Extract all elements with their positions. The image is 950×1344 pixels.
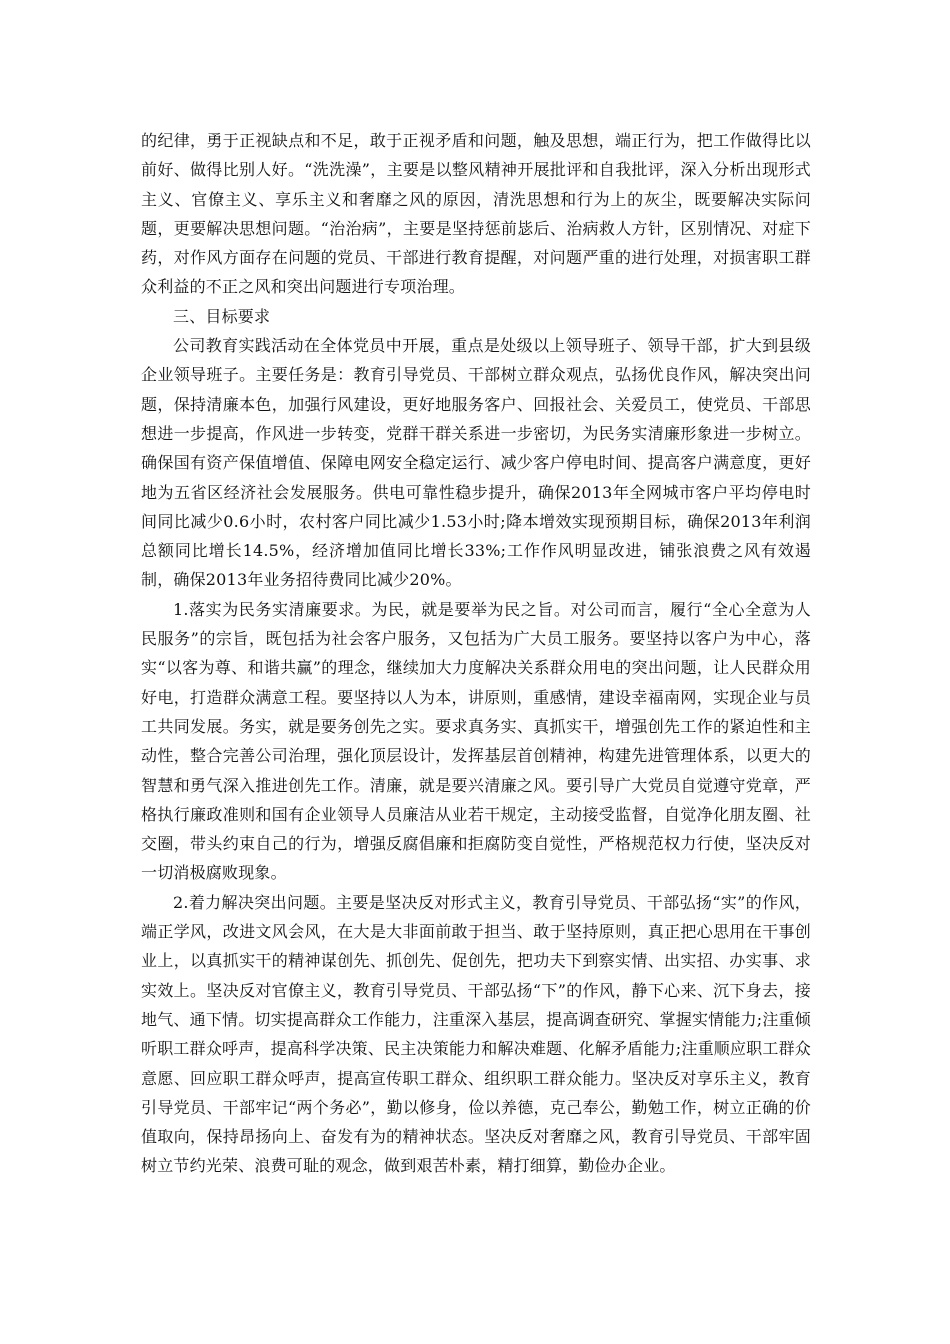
body-paragraph: 1.落实为民务实清廉要求。为民，就是要举为民之旨。对公司而言，履行“全心全意为人民服务”的宗旨，既包括为社会客户服务，又包括为广大员工服务。要坚持以客户为中心，落实“以客为尊、和谐共赢”的理念，继续加大力度解决关系群众用电的突出问题，让人民群众用好电，打造群众满意工程。要坚持以人为本，讲原则，重感情，建设幸福南网，实现企业与员工共同发展。务实，就是要务创先之实。要求真务实、真抓实干，增强创先工作的紧迫性和主动性，整合完善公司治理，强化顶层设计，发挥基层首创精神，构建先进管理体系，以更大的智慧和勇气深入推进创先工作。清廉，就是要兴清廉之风。要引导广大党员自觉遵守党章，严格执行廉政准则和国有企业领导人员廉洁从业若干规定，主动接受监督，自觉净化朋友圈、社交圈，带头约束自己的行为，增强反腐倡廉和拒腐防变自觉性，严格规范权力行使，坚决反对一切消极腐败现象。 (141, 599, 811, 883)
body-paragraph: 2.着力解决突出问题。主要是坚决反对形式主义，教育引导党员、干部弘扬“实”的作风，端正学风，改进文风会风，在大是大非面前敢于担当、敢于坚持原则，真正把心思用在干事创业上，以真抓实干的精神谋创先、抓创先、促创先，把功夫下到察实情、出实招、办实事、求实效上。坚决反对官僚主义，教育引导党员、干部弘扬“下”的作风，静下心来、沉下身去，接地气、通下情。切实提高群众工作能力，注重深入基层，提高调查研究、掌握实情能力;注重倾听职工群众呼声，提高科学决策、民主决策能力和解决难题、化解矛盾能力;注重顺应职工群众意愿、回应职工群众呼声，提高宣传职工群众、组织职工群众能力。坚决反对享乐主义，教育引导党员、干部牢记“两个务必”，勤以修身，俭以养德，克己奉公，勤勉工作，树立正确的价值取向，保持昂扬向上、奋发有为的精神状态。坚决反对奢靡之风，教育引导党员、干部牢固树立节约光荣、浪费可耻的观念，做到艰苦朴素，精打细算，勤俭办企业。 (141, 892, 811, 1176)
body-paragraph: 的纪律，勇于正视缺点和不足，敢于正视矛盾和问题，触及思想，端正行为，把工作做得比以前好、做得比别人好。“洗洗澡”，主要是以整风精神开展批评和自我批评，深入分析出现形式主义、官僚主义、享乐主义和奢靡之风的原因，清洗思想和行为上的灰尘，既要解决实际问题，更要解决思想问题。“治治病”，主要是坚持惩前毖后、治病救人方针，区别情况、对症下药，对作风方面存在问题的党员、干部进行教育提醒，对问题严重的进行处理，对损害职工群众利益的不正之风和突出问题进行专项治理。 (141, 131, 811, 297)
document-body (141, 126, 811, 1181)
body-paragraph: 公司教育实践活动在全体党员中开展，重点是处级以上领导班子、领导干部，扩大到县级企业领导班子。主要任务是：教育引导党员、干部树立群众观点，弘扬优良作风，解决突出问题，保持清廉本色，加强行风建设，更好地服务客户、回报社会、关爱员工，使党员、干部思想进一步提高，作风进一步转变，党群干群关系进一步密切，为民务实清廉形象进一步树立。确保国有资产保值增值、保障电网安全稳定运行、减少客户停电时间、提高客户满意度，更好地为五省区经济社会发展服务。供电可靠性稳步提升，确保2013年全网城市客户平均停电时间同比减少0.6小时，农村客户同比减少1.53小时;降本增效实现预期目标，确保2013年利润总额同比增长14.5%，经济增加值同比增长33%;工作作风明显改进，铺张浪费之风有效遏制，确保2013年业务招待费同比减少20%。 (141, 336, 811, 590)
section-heading: 三、目标要求 (173, 306, 271, 326)
